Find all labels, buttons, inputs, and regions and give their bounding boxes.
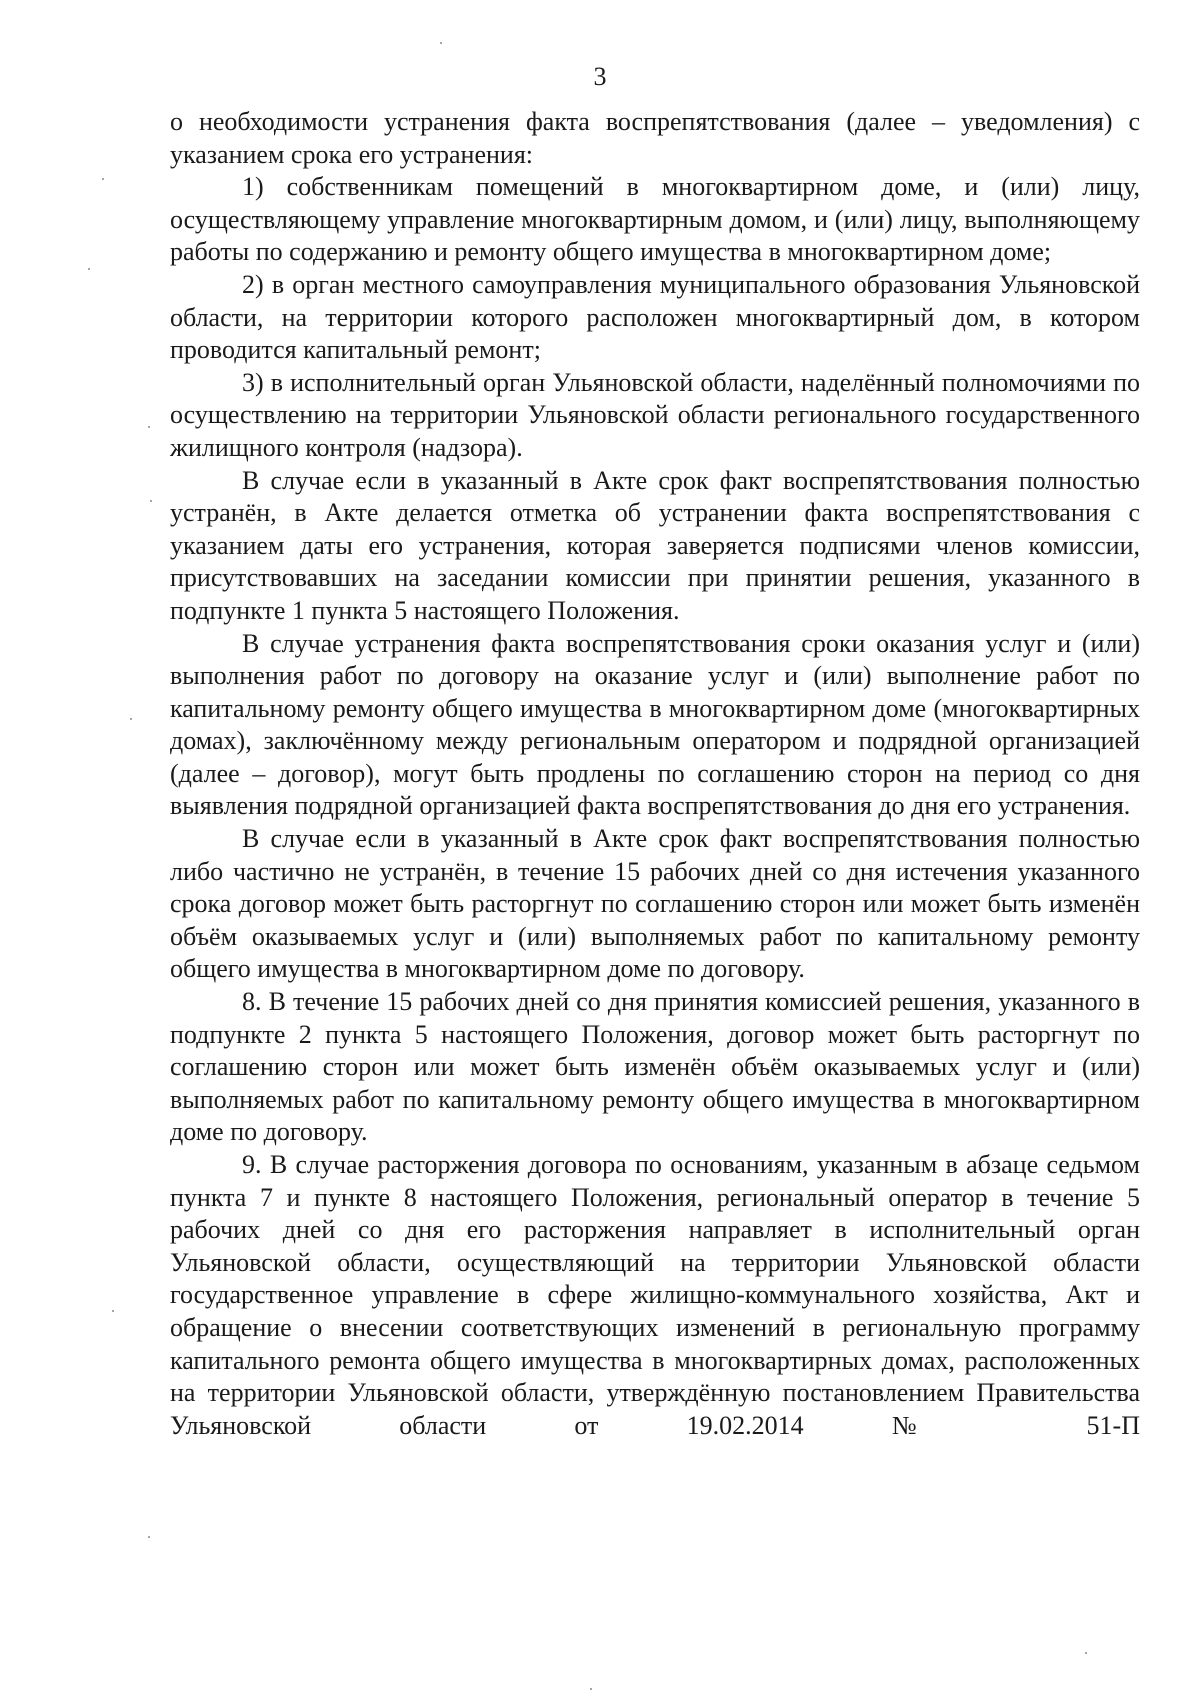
clause-9: 9. В случае расторжения договора по основаниям, указанным в абзаце седьмом пункта 7 и пункте 8 настоящего Положения, региональный оператор в течение 5 рабочих дней со дня его расторжения направляет в исполнительный орган Ульяновской области, осуществляющий на территории Ульяновской области государственное управление в сфере жилищно-коммунального хозяйства, Акт и обращение о внесении соответствующих изменений в региональную программу капитального ремонта общего имущества в многоквартирных домах, расположенных на территории Ульяновской области, утверждённую постановлением Правительства Ульяновской области от 19.02.2014 № 51-П	[170, 1150, 1140, 1440]
list-item-executive-body: 3) в исполнительный орган Ульяновской области, наделённый полномочиями по осуществлению на территории Ульяновской области регионального государственного жилищного контроля (надзора).	[170, 367, 1140, 462]
scan-speck	[130, 718, 132, 720]
paragraph-deadline-extension: В случае устранения факта воспрепятствования сроки оказания услуг и (или) выполнения работ по договору на оказание услуг и (или) выполнение работ по капитальному ремонту общего имущества в многоквартирном доме (многоквартирных домах), заключённому между региональным оператором и подрядной организацией (далее – договор), могут быть продлены по соглашению сторон на период со дня выявления подрядной организацией факта воспрепятствования до дня его устранения.	[170, 628, 1140, 821]
clause-8: 8. В течение 15 рабочих дней со дня принятия комиссией решения, указанного в подпункте 2 пункта 5 настоящего Положения, договор может быть расторгнут по соглашению сторон или может быть изменён объём оказываемых услуг и (или) выполняемых работ по капитальному ремонту общего имущества в многоквартирном доме по договору.	[170, 987, 1140, 1147]
paragraph-obstruction-eliminated: В случае если в указанный в Акте срок факт воспрепятствования полностью устранён, в Акте делается отметка об устранении факта воспрепятствования с указанием даты его устранения, которая заверяется подписями членов комиссии, присутствовавших на заседании комиссии при принятии решения, указанного в подпункте 1 пункта 5 настоящего Положения.	[170, 465, 1140, 625]
scan-speck	[590, 1688, 592, 1690]
scan-speck	[88, 268, 90, 270]
paragraph-contract-termination: В случае если в указанный в Акте срок факт воспрепятствования полностью либо частично не устранён, в течение 15 рабочих дней со дня истечения указанного срока договор может быть расторгнут по соглашению сторон или может быть изменён объём оказываемых услуг и (или) выполняемых работ по капитальному ремонту общего имущества в многоквартирном доме по договору.	[170, 824, 1140, 984]
scan-speck	[148, 1536, 150, 1538]
scan-speck	[440, 42, 442, 44]
scan-speck	[148, 426, 150, 428]
list-item-owners: 1) собственникам помещений в многоквартирном доме, и (или) лицу, осуществляющему управление многоквартирным домом, и (или) лицу, выполняющему работы по содержанию и ремонту общего имущества в многоквартирном доме;	[170, 172, 1140, 267]
document-body	[170, 106, 1140, 1442]
paragraph-continuation: о необходимости устранения факта воспрепятствования (далее – уведомления) с указанием срока его устранения:	[170, 107, 1140, 169]
scan-speck	[112, 1310, 114, 1312]
scan-speck	[102, 178, 104, 180]
scan-speck	[150, 500, 152, 502]
list-item-local-government: 2) в орган местного самоуправления муниципального образования Ульяновской области, на территории которого расположен многоквартирный дом, в котором проводится капитальный ремонт;	[170, 269, 1140, 365]
scan-speck	[1085, 1652, 1087, 1654]
page-number: 3	[593, 62, 607, 91]
